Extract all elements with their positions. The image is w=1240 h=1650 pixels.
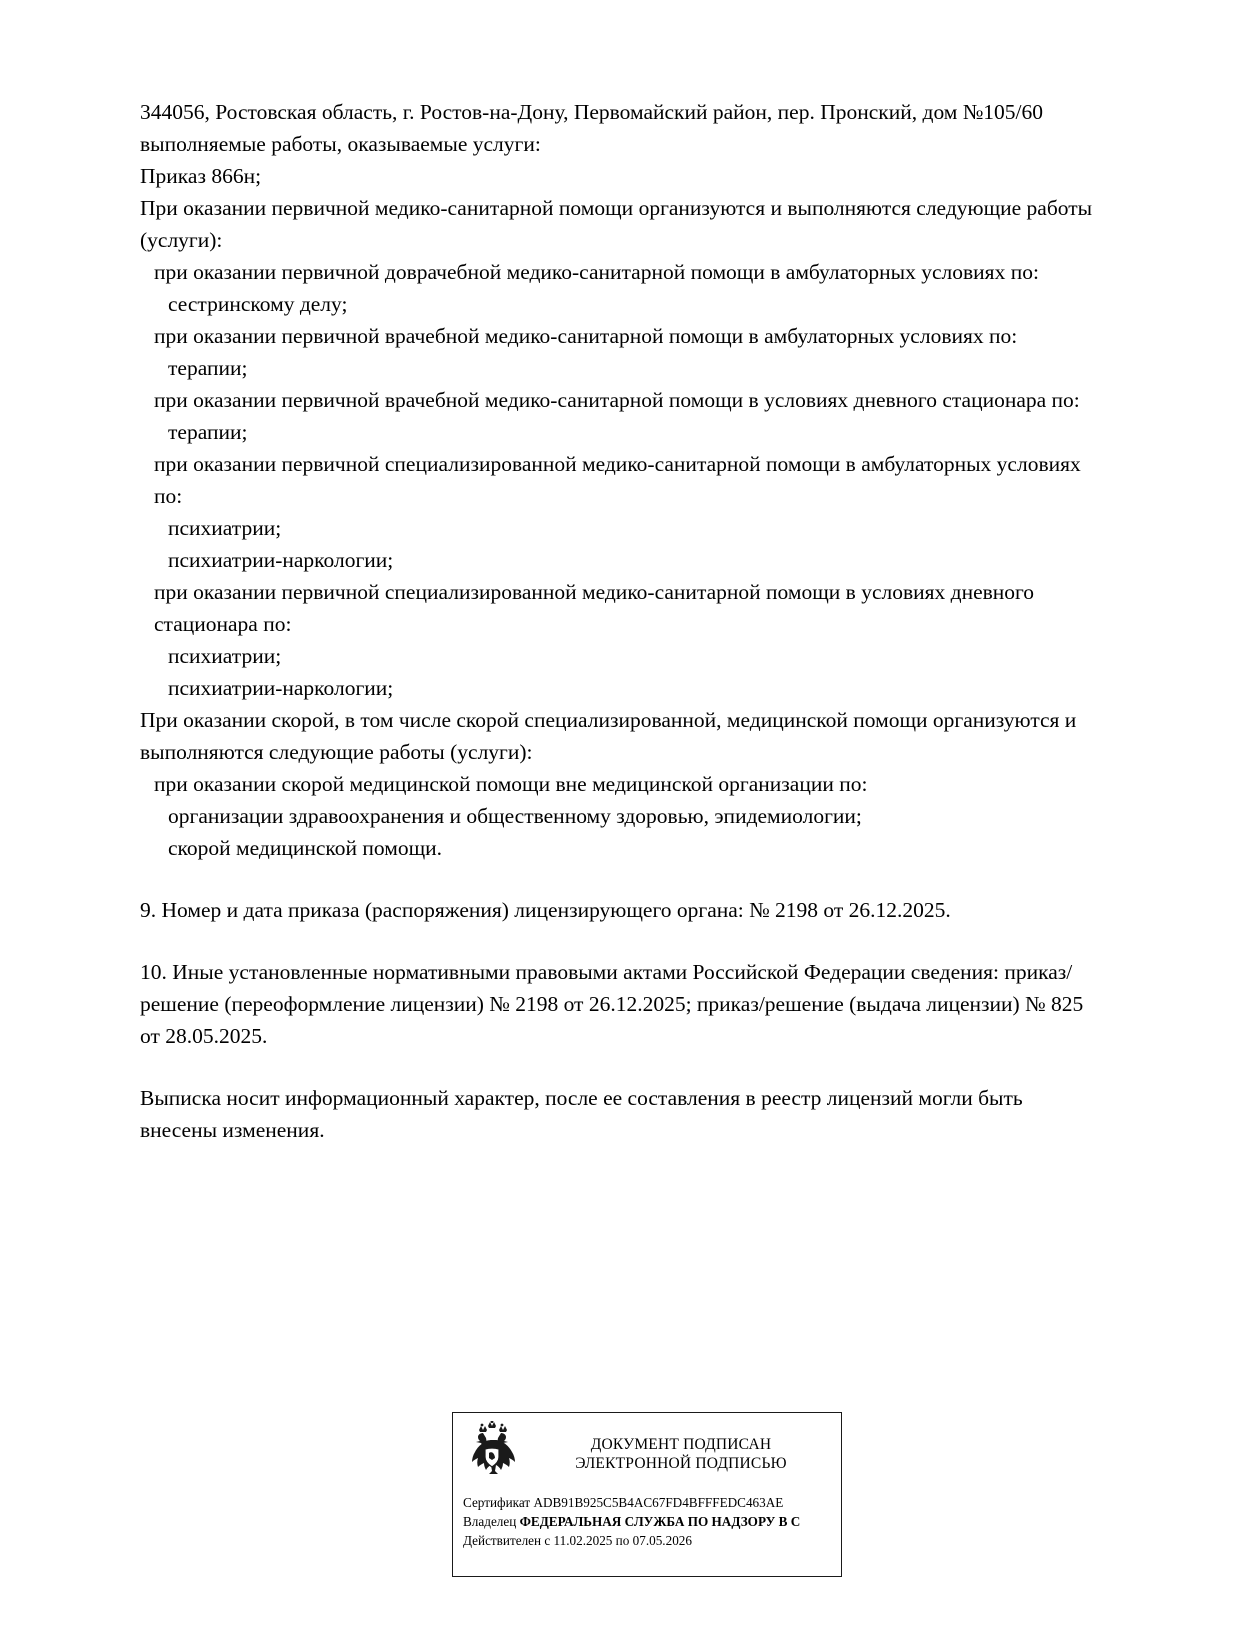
order-number-paragraph: 9. Номер и дата приказа (распоряжения) лицензирующего органа: № 2198 от 26.12.2025. xyxy=(140,898,951,922)
stamp-validity-line xyxy=(463,1531,833,1550)
paragraph: сестринскому делу; xyxy=(168,292,348,316)
stamp-validity-label: Действителен с xyxy=(463,1533,551,1548)
double-headed-eagle-emblem xyxy=(463,1421,521,1487)
paragraph: При оказании скорой, в том числе скорой специализированной, медицинской помощи организуются и выполняются следующие работы (услуги): xyxy=(140,708,1082,764)
paragraph: психиатрии; xyxy=(168,644,282,668)
paragraph: терапии; xyxy=(168,420,248,444)
paragraph: организации здравоохранения и общественному здоровью, эпидемиологии; xyxy=(168,804,862,828)
paragraph: при оказании первичной врачебной медико-санитарной помощи в условиях дневного стационара по: xyxy=(154,388,1080,412)
stamp-owner-label: Владелец xyxy=(463,1514,517,1529)
paragraph: психиатрии-наркологии; xyxy=(168,548,394,572)
stamp-owner-value: ФЕДЕРАЛЬНАЯ СЛУЖБА ПО НАДЗОРУ В С xyxy=(519,1514,801,1529)
paragraph: психиатрии; xyxy=(168,516,282,540)
paragraph: Приказ 866н; xyxy=(140,164,262,188)
paragraph: при оказании первичной врачебной медико-санитарной помощи в амбулаторных условиях по: xyxy=(154,324,1018,348)
stamp-certificate-label: Сертификат xyxy=(463,1495,531,1510)
stamp-certificate-line xyxy=(463,1493,833,1512)
disclaimer-paragraph: Выписка носит информационный характер, после ее составления в реестр лицензий могли быть внесены изменения. xyxy=(140,1086,1029,1142)
document-body xyxy=(140,96,1100,1146)
stamp-title-line-1: ДОКУМЕНТ ПОДПИСАН xyxy=(590,1436,772,1453)
paragraph: скорой медицинской помощи. xyxy=(168,836,443,860)
paragraph: терапии; xyxy=(168,356,248,380)
stamp-header xyxy=(453,1413,841,1491)
paragraph: при оказании скорой медицинской помощи вне медицинской организации по: xyxy=(154,772,868,796)
stamp-details xyxy=(453,1491,841,1550)
paragraph: психиатрии-наркологии; xyxy=(168,676,394,700)
stamp-certificate-value: ADB91B925C5B4AC67FD4BFFFEDC463AE xyxy=(533,1495,784,1510)
electronic-signature-stamp xyxy=(452,1412,842,1577)
paragraph: При оказании первичной медико-санитарной помощи организуются и выполняются следующие работы (услуги): xyxy=(140,196,1098,252)
paragraph: при оказании первичной специализированной медико-санитарной помощи в условиях дневного стационара по: xyxy=(154,580,1040,636)
paragraph: при оказании первичной специализированной медико-санитарной помощи в амбулаторных условиях по: xyxy=(154,452,1087,508)
paragraph: при оказании первичной доврачебной медико-санитарной помощи в амбулаторных условиях по: xyxy=(154,260,1039,284)
stamp-owner-line xyxy=(463,1512,833,1531)
other-info-paragraph: 10. Иные установленные нормативными правовыми актами Российской Федерации сведения: приказ/решение (переоформление лицензии) № 2198 от 26.12.2025; приказ/решение (выдача лицензии) № 825 от 28.05.2025. xyxy=(140,960,1089,1048)
paragraph: 344056, Ростовская область, г. Ростов-на-Дону, Первомайский район, пер. Пронский, дом №105/60 xyxy=(140,100,1043,124)
paragraph: выполняемые работы, оказываемые услуги: xyxy=(140,132,541,156)
stamp-title xyxy=(527,1435,835,1473)
stamp-validity-value: 11.02.2025 по 07.05.2026 xyxy=(553,1533,692,1548)
stamp-title-line-2: ЭЛЕКТРОННОЙ ПОДПИСЬЮ xyxy=(575,1455,787,1472)
